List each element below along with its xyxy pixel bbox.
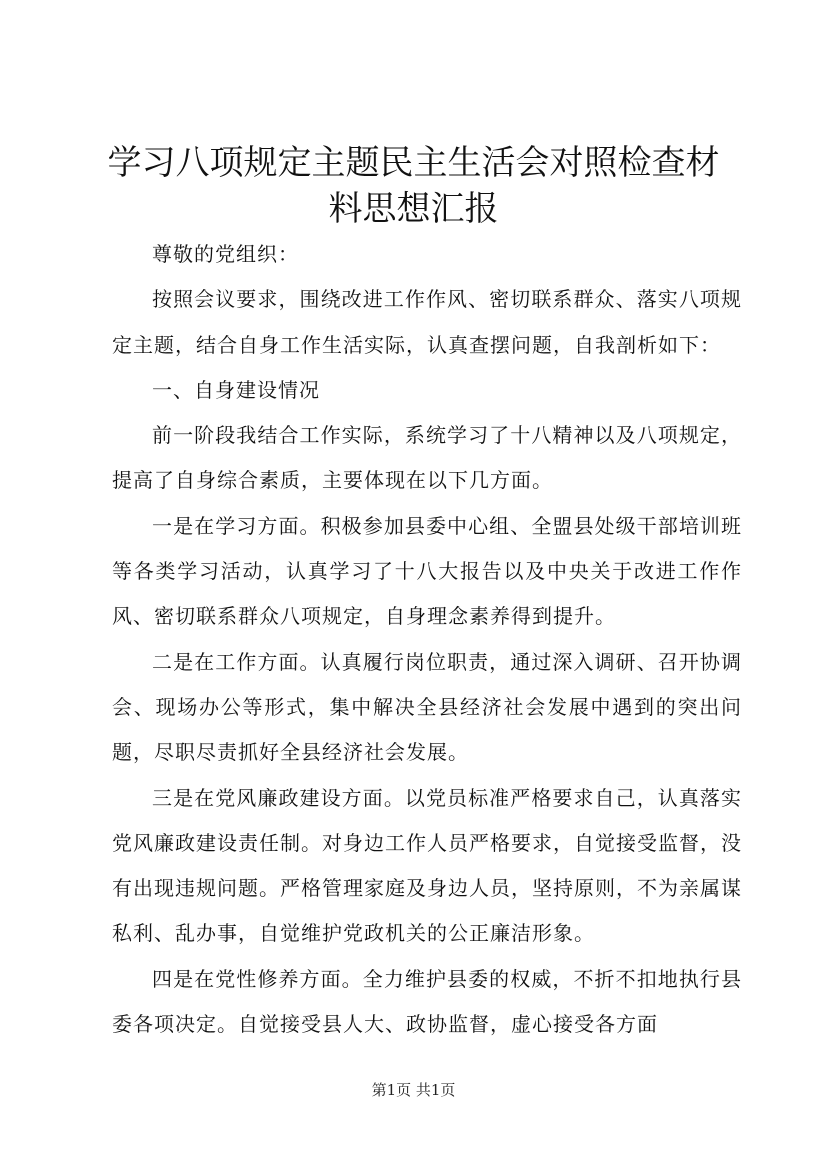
body-paragraph: 三是在党风廉政建设方面。以党员标准严格要求自己，认真落实党风廉政建设责任制。对身边工作人员严格要求，自觉接受监督，没有出现违规问题。严格管理家庭及身边人员，坚持原则，不为亲属谋私利、乱办事，自觉维护党政机关的公正廉洁形象。: [112, 785, 742, 946]
body-paragraph: 前一阶段我结合工作实际，系统学习了十八精神以及八项规定，提高了自身综合素质，主要体现在以下几方面。: [112, 423, 742, 493]
section-heading: 一、自身建设情况: [152, 377, 320, 402]
document-title: 学习八项规定主题民主生活会对照检查材料思想汇报: [107, 143, 720, 229]
page-number-footer: 第1页 共1页: [371, 1081, 456, 1099]
salutation: 尊敬的党组织：: [152, 242, 299, 266]
document-body: [112, 232, 742, 1047]
body-paragraph: 一是在学习方面。积极参加县委中心组、全盟县处级干部培训班等各类学习活动，认真学习了十八大报告以及中央关于改进工作作风、密切联系群众八项规定，自身理念素养得到提升。: [112, 513, 742, 629]
body-paragraph: 四是在党性修养方面。全力维护县委的权威，不折不扣地执行县委各项决定。自觉接受县人大、政协监督，虚心接受各方面: [112, 966, 742, 1037]
intro-paragraph: 按照会议要求，围绕改进工作作风、密切联系群众、落实八项规定主题，结合自身工作生活实际，认真查摆问题，自我剖析如下：: [112, 287, 742, 357]
body-paragraph: 二是在工作方面。认真履行岗位职责，通过深入调研、召开协调会、现场办公等形式，集中解决全县经济社会发展中遇到的突出问题，尽职尽责抓好全县经济社会发展。: [112, 649, 742, 765]
